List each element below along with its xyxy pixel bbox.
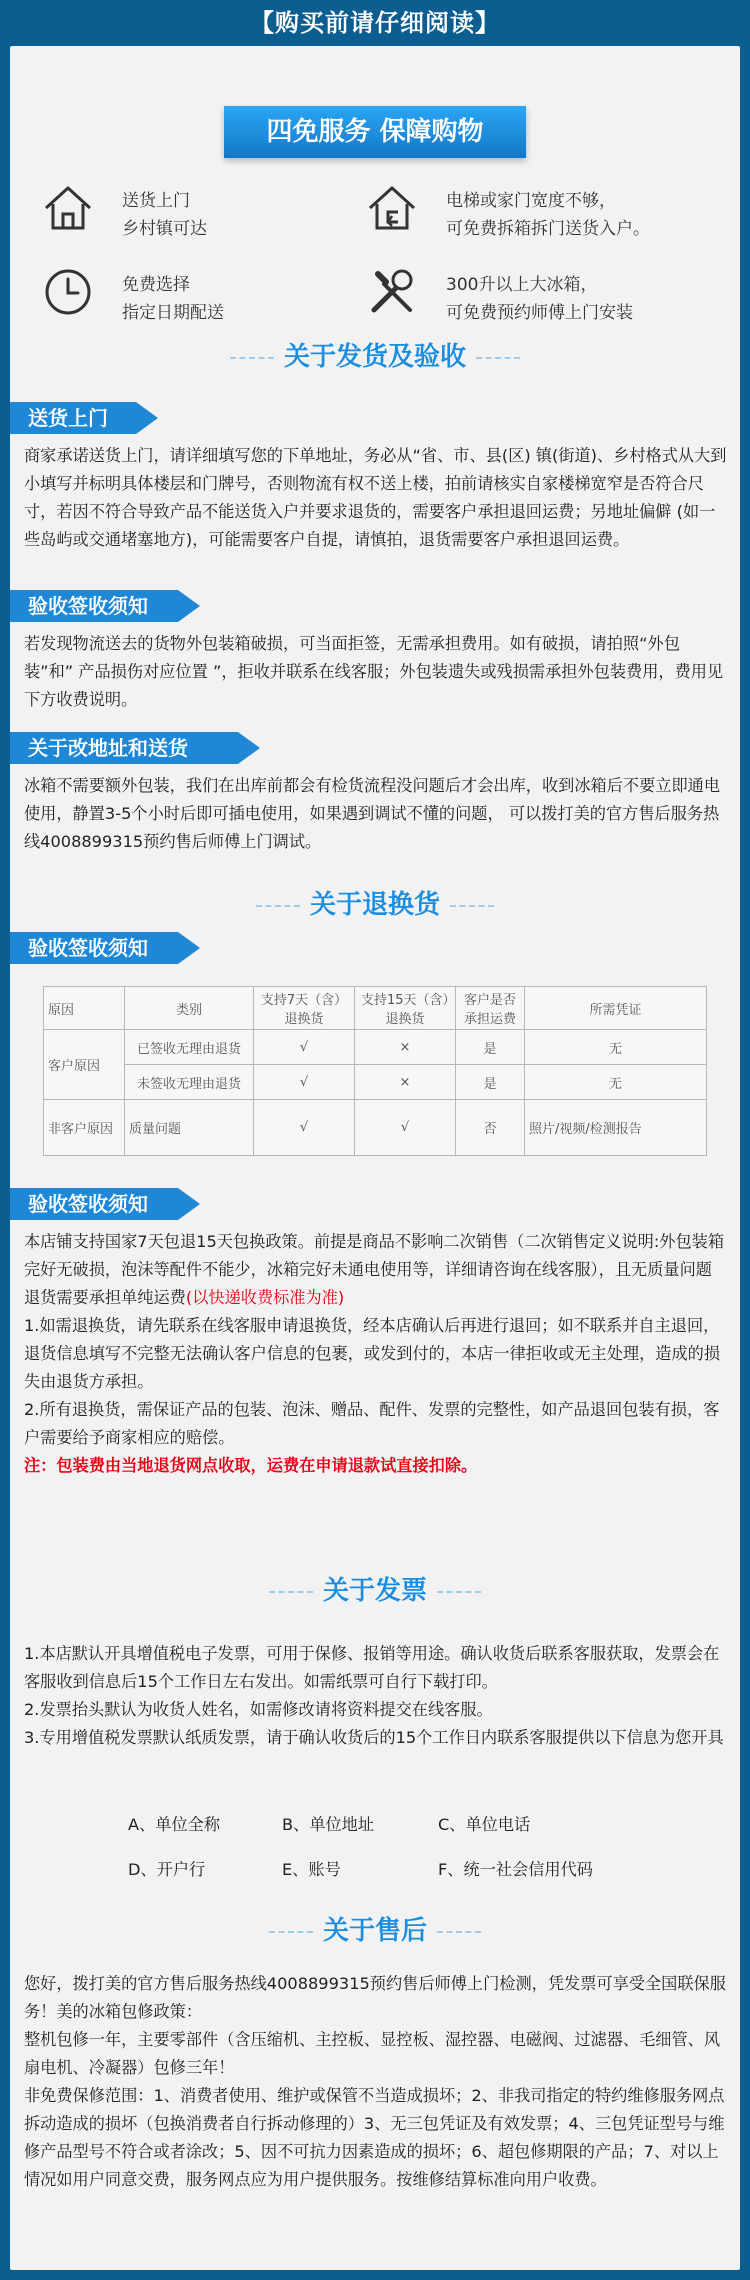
table-cell: × [355,1065,456,1100]
invoice-option: B、单位地址 [282,1815,375,1834]
inspection-text: 若发现物流送去的货物外包装箱破损，可当面拒签，无需承担费用。如有破损，请拍照“外包装”和” 产品损伤对应位置 ”，拒收并联系在线客服；外包装遗失或残损需承担外包装费用，费用见下方收费说明。 [24,634,724,709]
tools-icon [364,264,420,320]
invoice-text [24,1640,728,1752]
table-cell: 是 [456,1065,525,1100]
service-line1: 免费选择 [122,275,190,295]
section-title-text: 关于退换货 [309,890,440,920]
service-line1: 电梯或家门宽度不够， [446,191,616,211]
service-unpack [364,180,734,240]
service-banner: 四免服务 保障购物 [224,106,526,158]
table-cell: 是 [456,1030,525,1065]
service-delivery [40,180,360,240]
clock-icon [40,264,96,320]
table-cell: √ [355,1100,456,1156]
table-cell: √ [254,1100,355,1156]
table-cell: 无 [525,1030,707,1065]
header-title: 【购买前请仔细阅读】 [250,9,500,37]
service-schedule [40,264,360,324]
table-cell: 未签收无理由退货 [125,1065,254,1100]
policy-text: 本店铺支持国家7天包退15天包换政策。前提是商品不影响二次销售（二次销售定义说明:外包装箱完好无破损，泡沫等配件不能少，冰箱完好未通电使用等，详细请咨询在线客服），且无质量问题退货需要承担单纯运费 [24,1232,725,1307]
table-cell: 否 [456,1100,525,1156]
table-row [44,1065,707,1100]
home-icon [40,180,96,236]
section-title-shipping [10,336,740,373]
policy-item-1: 1.如需退换货，请先联系在线客服申请退换货，经本店确认后再进行退回；如不联系并自主退回，退货信息填写不完整无法确认客户信息的包裹，或发到付的，本店一律拒收或无主处理，造成的损失由退货方承担。 [24,1316,721,1391]
aftersales-p2: 整机包修一年，主要零部件（含压缩机、主控板、显控板、湿控器、电磁阀、过滤器、毛细管、风扇电机、冷凝器）包修三年！ [24,2030,721,2077]
table-header: 支持7天（含）退换货 [254,987,355,1030]
tag-returns-policy: 验收签收须知 [10,1188,178,1220]
table-header: 所需凭证 [525,987,707,1030]
invoice-option: A、单位全称 [128,1815,221,1834]
table-cell: 质量问题 [125,1100,254,1156]
service-line2: 乡村镇可达 [122,219,207,239]
service-line2: 可免费预约师傅上门安装 [446,303,633,323]
table-cell: √ [254,1030,355,1065]
section-title-text: 关于发货及验收 [283,342,466,372]
table-header: 类别 [125,987,254,1030]
section-title-invoice [10,1570,740,1607]
table-row [44,1030,707,1065]
table-cell: 照片/视频/检测报告 [525,1100,707,1156]
policy-red-note: (以快递收费标准为准) [185,1288,345,1307]
invoice-item-2: 2.发票抬头默认为收货人姓名，如需修改请将资料提交在线客服。 [24,1700,493,1719]
table-cell: √ [254,1065,355,1100]
section-title-aftersales [10,1910,740,1947]
tag-returns-table: 验收签收须知 [10,932,178,964]
invoice-option: C、单位电话 [438,1815,531,1834]
policy-item-2: 2.所有退换货，需保证产品的包装、泡沫、赠品、配件、发票的完整性，如产品退回包装有损，客户需要给予商家相应的赔偿。 [24,1400,720,1447]
content-card [10,46,740,2270]
returns-policy [24,1228,728,1480]
home-return-icon [364,180,420,236]
section-title-text: 关于售后 [322,1916,427,1946]
returns-table [43,986,707,1156]
service-line1: 300升以上大冰箱， [446,275,598,295]
address-text: 冰箱不需要额外包装，我们在出库前都会有检货流程没问题后才会出库，收到冰箱后不要立即通电使用，静置3-5个小时后即可插电使用，如果遇到调试不懂的问题， 可以拨打美的官方售后服务热线4008899315预约售后师傅上门调试。 [24,776,721,851]
invoice-option: F、统一社会信用代码 [438,1860,593,1879]
service-install [364,264,734,324]
table-header-row [44,987,707,1030]
aftersales-p3: 非免费保修范围：1、消费者使用、维护或保管不当造成损坏；2、非我司指定的特约维修服务网点拆动造成的损坏（包换消费者自行拆动修理的）3、无三包凭证及有效发票；4、三包凭证型号与维修产品型号不符合或者涂改；5、因不可抗力因素造成的损坏；6、超包修期限的产品；7、对以上情况如用户同意交费，服务网点应为用户提供服务。按维修结算标准向用户收费。 [24,2086,725,2189]
section-title-returns [10,884,740,921]
aftersales-text [24,1970,728,2194]
invoice-option: D、开户行 [128,1860,206,1879]
policy-note: 注：包装费由当地退货网点收取，运费在申请退款试直接扣除。 [24,1456,478,1475]
table-header: 客户是否承担运费 [456,987,525,1030]
invoice-option: E、账号 [282,1860,341,1879]
tag-address: 关于改地址和送货 [10,732,238,764]
table-cell: 已签收无理由退货 [125,1030,254,1065]
service-line2: 可免费拆箱拆门送货入户。 [446,219,650,239]
delivery-text: 商家承诺送货上门，请详细填写您的下单地址，务必从“省、市、县(区) 镇(街道)、乡村格式从大到小填写并标明具体楼层和门牌号，否则物流有权不送上楼，拍前请核实自家楼梯宽窄是否符合尺寸，若因不符合导致产品不能送货入户并要求退货的，需要客户承担退回运费；另地址偏僻 (如一些岛屿或交通堵塞地方)，可能需要客户自提，请慎拍，退货需要客户承担退回运费。 [24,446,727,549]
table-header: 原因 [44,987,125,1030]
table-cell: 客户原因 [44,1030,125,1100]
table-header: 支持15天（含）退换货 [355,987,456,1030]
table-cell: 非客户原因 [44,1100,125,1156]
tag-inspection: 验收签收须知 [10,590,178,622]
table-cell: 无 [525,1065,707,1100]
aftersales-p1: 您好，拨打美的官方售后服务热线4008899315预约售后师傅上门检测，凭发票可享受全国联保服务！美的冰箱包修政策： [24,1974,726,2021]
invoice-item-1: 1.本店默认开具增值税电子发票，可用于保修、报销等用途。确认收货后联系客服获取，发票会在客服收到信息后15个工作日左右发出。如需纸票可自行下载打印。 [24,1644,720,1691]
section-title-text: 关于发票 [322,1576,427,1606]
tag-delivery: 送货上门 [10,402,136,434]
table-cell: × [355,1030,456,1065]
invoice-item-3: 3.专用增值税发票默认纸质发票，请于确认收货后的15个工作日内联系客服提供以下信息为您开具 [24,1728,724,1747]
table-row [44,1100,707,1156]
service-line1: 送货上门 [122,191,190,211]
service-line2: 指定日期配送 [122,303,224,323]
